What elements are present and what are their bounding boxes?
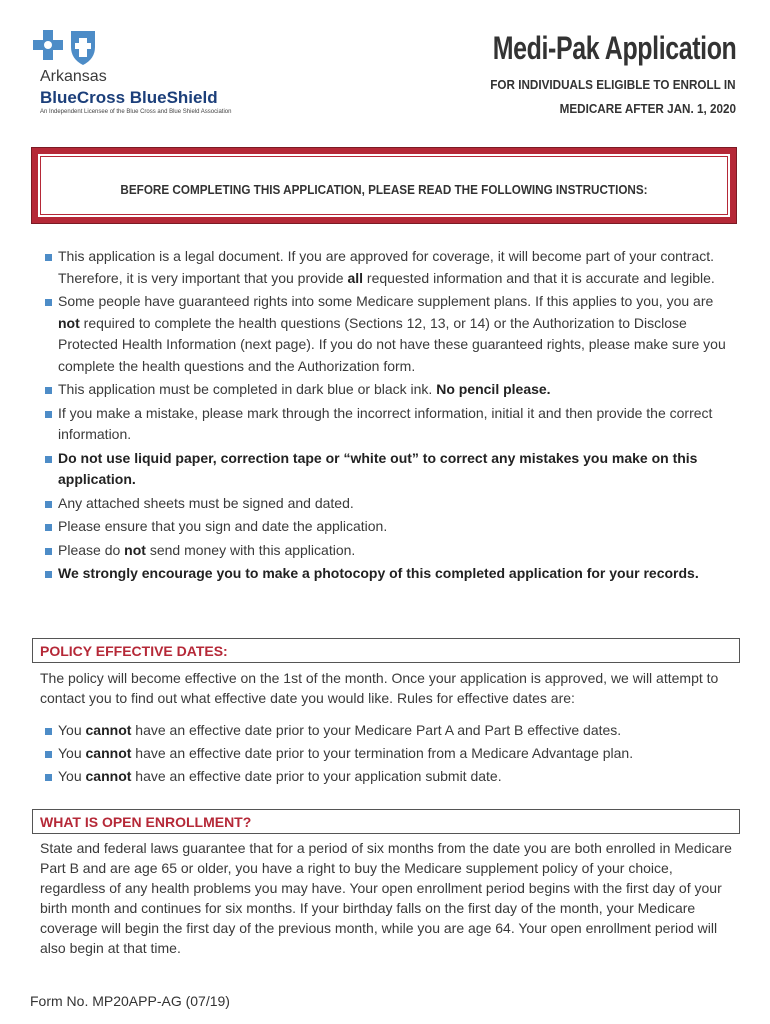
list-item: You cannot have an effective date prior to your termination from a Medicare Advantage plan.: [45, 743, 735, 765]
square-bullet-icon: [45, 411, 52, 418]
list-item: Please ensure that you sign and date the application.: [45, 516, 735, 538]
square-bullet-icon: [45, 571, 52, 578]
square-bullet-icon: [45, 456, 52, 463]
page-subtitle-line1: FOR INDIVIDUALS ELIGIBLE TO ENROLL IN: [490, 77, 736, 92]
list-item: You cannot have an effective date prior to your application submit date.: [45, 766, 735, 788]
form-number: Form No. MP20APP-AG (07/19): [30, 993, 230, 1009]
square-bullet-icon: [45, 299, 52, 306]
list-item: If you make a mistake, please mark through the incorrect information, initial it and then provide the correct information.: [45, 403, 735, 446]
logo-tagline: An Independent Licensee of the Blue Cross and Blue Shield Association: [40, 109, 232, 115]
instructions-notice-text: BEFORE COMPLETING THIS APPLICATION, PLEASE READ THE FOLLOWING INSTRUCTIONS:: [120, 182, 648, 197]
list-item: We strongly encourage you to make a photocopy of this completed application for your records.: [45, 563, 735, 585]
square-bullet-icon: [45, 501, 52, 508]
instructions-notice-box: [32, 148, 736, 223]
square-bullet-icon: [45, 254, 52, 261]
square-bullet-icon: [45, 387, 52, 394]
shield-icon: [71, 31, 95, 65]
open-enrollment-body: State and federal laws guarantee that for a period of six months from the date you are both enrolled in Medicare Part B and are age 65 or older, you have a right to buy the Medicare supplement policy of your choice, regardless of any health problems you may have. Your open enrollment period begins with the first day of your birth month and continues for six months. If your birthday falls on the first day of the month, your Medicare coverage will begin the first day of the previous month, while you are age 64. Your open enrollment period will also begin at that time.: [40, 840, 732, 956]
square-bullet-icon: [45, 728, 52, 735]
section-heading-text: WHAT IS OPEN ENROLLMENT?: [40, 814, 252, 830]
list-item: Any attached sheets must be signed and dated.: [45, 493, 735, 515]
list-item: Some people have guaranteed rights into some Medicare supplement plans. If this applies to you, you are not required to complete the health questions (Sections 12, 13, or 14) or the Authorization to Disclose Protected Health Information (next page). If you do not have these guaranteed rights, please make sure you complete the health questions and the Authorization form.: [45, 291, 735, 377]
logo-state-text: Arkansas: [40, 68, 107, 85]
section-heading-text: POLICY EFFECTIVE DATES:: [40, 643, 228, 659]
instructions-list: [45, 246, 735, 587]
square-bullet-icon: [45, 774, 52, 781]
open-enrollment-heading: [32, 809, 740, 834]
effective-date-rules-list: [45, 720, 735, 789]
logo-brand-text: BlueCross BlueShield: [40, 88, 218, 107]
list-item: This application is a legal document. If you are approved for coverage, it will become part of your contract. Therefore, it is very important that you provide all requested information and that it is accurate and legible.: [45, 246, 735, 289]
cross-icon: [33, 30, 63, 60]
page-subtitle-line2: MEDICARE AFTER JAN. 1, 2020: [559, 101, 736, 116]
logo-icons: [33, 30, 103, 66]
list-item: You cannot have an effective date prior to your Medicare Part A and Part B effective dates.: [45, 720, 735, 742]
page-title: Medi-Pak Application: [492, 30, 736, 66]
policy-effective-dates-intro: The policy will become effective on the 1st of the month. Once your application is approved, we will attempt to contact you to find out what effective date you would like. Rules for effective dates are:: [40, 670, 719, 706]
list-item: Do not use liquid paper, correction tape or “white out” to correct any mistakes you make on this application.: [45, 448, 735, 491]
square-bullet-icon: [45, 751, 52, 758]
list-item: This application must be completed in dark blue or black ink. No pencil please.: [45, 379, 735, 401]
list-item: Please do not send money with this application.: [45, 540, 735, 562]
policy-effective-dates-heading: [32, 638, 740, 663]
square-bullet-icon: [45, 548, 52, 555]
square-bullet-icon: [45, 524, 52, 531]
